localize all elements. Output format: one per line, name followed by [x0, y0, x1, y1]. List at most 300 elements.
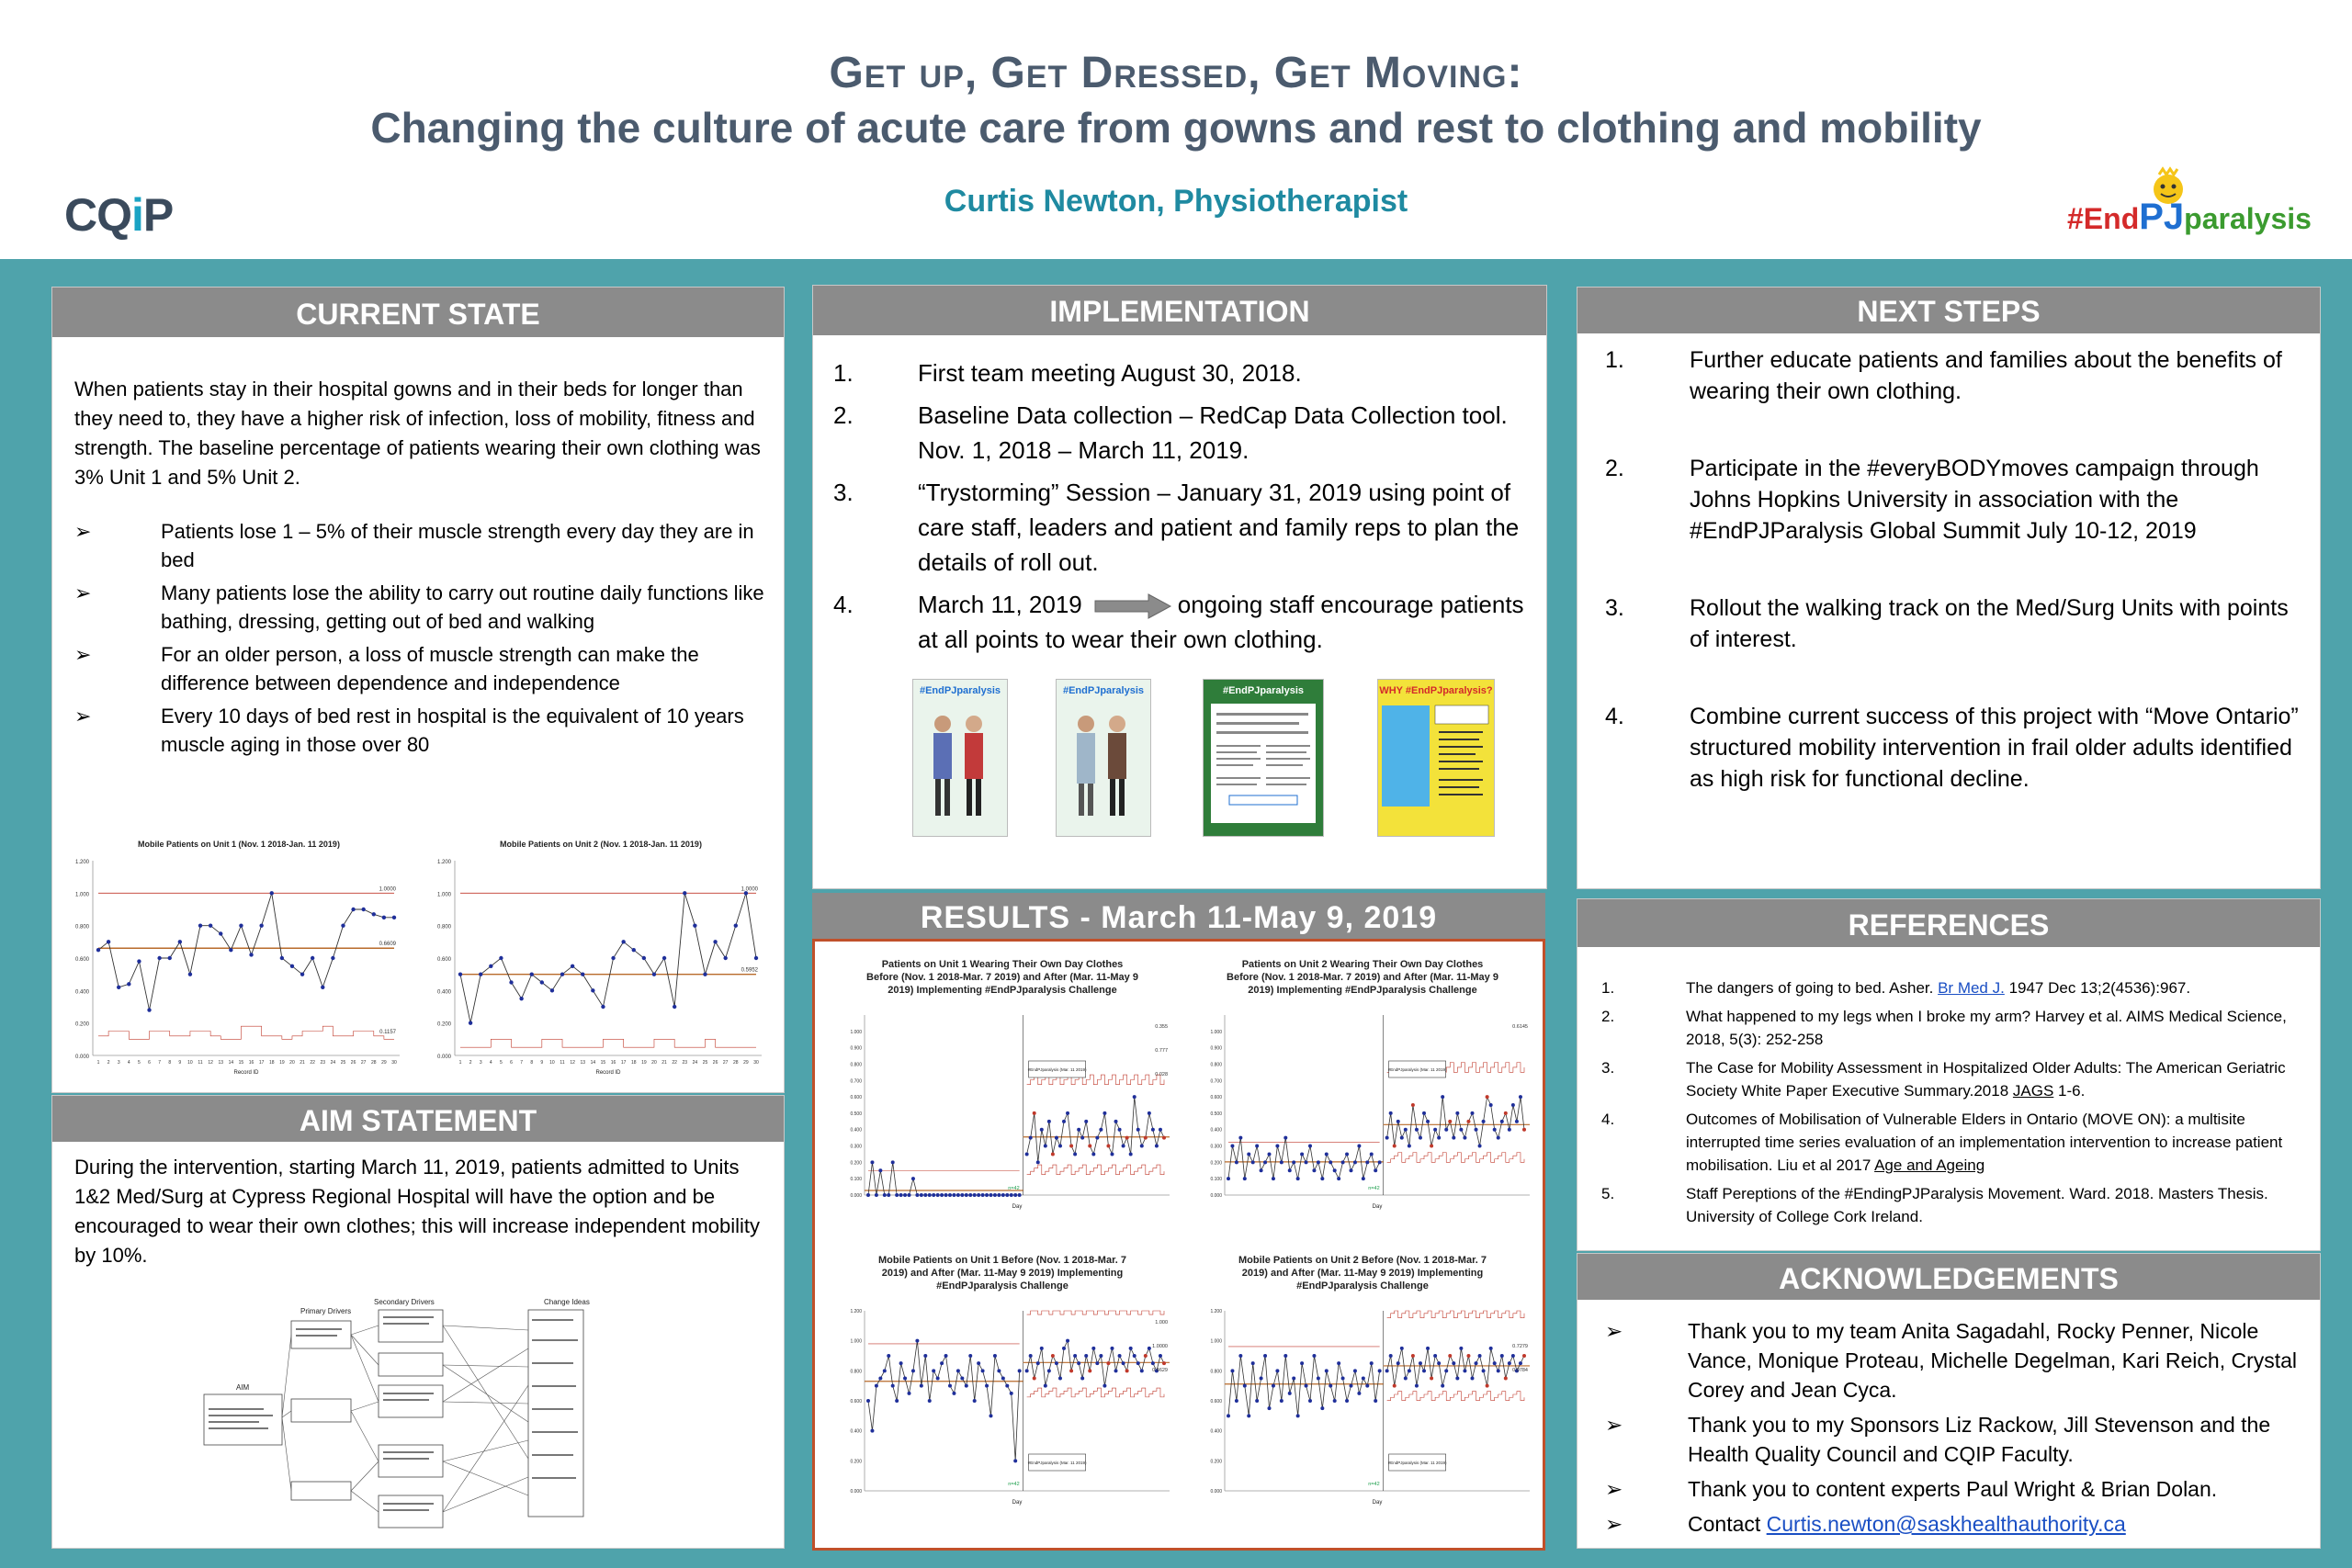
baseline-chart-unit2	[422, 835, 780, 1083]
data-point	[1345, 1152, 1349, 1156]
data-point	[1415, 1128, 1419, 1132]
data-point	[1357, 1145, 1361, 1148]
data-point	[936, 1193, 940, 1197]
y-tick-label: 0.200	[1210, 1160, 1222, 1167]
data-point	[1411, 1103, 1415, 1107]
data-point	[1320, 1406, 1324, 1410]
data-point	[1515, 1120, 1519, 1123]
data-point	[997, 1193, 1001, 1197]
driver-diagram-label: Secondary Drivers	[374, 1298, 435, 1306]
data-point	[1389, 1354, 1393, 1358]
data-point	[1300, 1152, 1304, 1156]
data-point	[875, 1384, 878, 1388]
data-point	[642, 956, 646, 960]
data-point	[1255, 1399, 1259, 1403]
data-point	[965, 1193, 968, 1197]
data-point	[883, 1369, 887, 1372]
y-tick-label: 0.800	[436, 924, 451, 931]
list-item: 1. First team meeting August 30, 2018.	[833, 359, 1302, 387]
data-point	[611, 956, 615, 960]
data-point	[1091, 1152, 1095, 1156]
data-point	[907, 1392, 910, 1395]
x-tick-label: 19	[641, 1060, 647, 1066]
x-tick-label: 12	[208, 1060, 213, 1066]
data-point	[1069, 1369, 1073, 1372]
data-point	[887, 1354, 890, 1358]
results-chart-unit2-mobility	[1188, 1254, 1537, 1529]
data-point	[1508, 1361, 1511, 1365]
data-point	[1148, 1111, 1151, 1115]
data-point	[290, 964, 294, 968]
y-tick-label: 1.200	[436, 860, 451, 865]
list-item: 1. Further educate patients and families about the benefits of wearing their own clothing.	[1605, 347, 2282, 404]
x-tick-label: 26	[712, 1060, 718, 1066]
reference-link[interactable]: JAGS	[2012, 1082, 2054, 1100]
data-point	[973, 1399, 977, 1403]
data-point	[1329, 1160, 1332, 1164]
data-point	[1349, 1168, 1352, 1172]
data-point	[662, 956, 666, 960]
data-point	[1353, 1160, 1357, 1164]
data-point	[1272, 1384, 1275, 1388]
data-point	[1448, 1120, 1452, 1123]
data-point	[1300, 1361, 1304, 1365]
chart-title: Mobile Patients on Unit 2 (Nov. 1 2018-Jan. 11 2019)	[500, 840, 702, 849]
x-tick-label: 7	[520, 1060, 524, 1066]
x-tick-label: 6	[148, 1060, 151, 1066]
data-point	[866, 1399, 870, 1403]
ucl-line	[1027, 1311, 1164, 1314]
data-point	[249, 953, 253, 956]
x-axis-label: Day	[1012, 1204, 1023, 1210]
lcl-line	[98, 1026, 394, 1039]
data-point	[1122, 1145, 1125, 1148]
bullet-arrow-icon: ➢	[1605, 1413, 1623, 1437]
endpjparalysis-logo: #EndPJparalysis	[2067, 165, 2315, 239]
data-point	[1283, 1136, 1287, 1140]
y-tick-label: 0.800	[1210, 1369, 1222, 1375]
x-axis-label: Day	[1372, 1204, 1383, 1210]
y-tick-label: 0.400	[74, 989, 89, 996]
data-point	[866, 1193, 870, 1197]
data-point	[1227, 1177, 1230, 1180]
data-point	[1275, 1369, 1279, 1372]
data-point	[168, 956, 172, 960]
y-tick-label: 0.800	[850, 1369, 862, 1375]
references-heading: REFERENCES	[1577, 899, 2320, 947]
driver-diagram-label: Primary Drivers	[300, 1307, 352, 1315]
list-item: ➢ For an older person, a loss of muscle strength can make the difference between dependence and independence	[74, 640, 773, 697]
data-point	[1106, 1145, 1110, 1148]
lcl-line	[1027, 1388, 1164, 1397]
data-point	[1066, 1111, 1069, 1115]
y-tick-label: 1.200	[1210, 1309, 1222, 1314]
data-point	[1047, 1120, 1051, 1123]
data-point	[1292, 1160, 1295, 1164]
text-lines-icon	[1211, 704, 1316, 823]
intervention-callout-label: #EndPJparalysis (Mar. 11 2019)	[1027, 1461, 1087, 1465]
x-tick-label: 21	[662, 1060, 667, 1066]
current-state-heading: CURRENT STATE	[52, 288, 784, 337]
sample-size-label: n=42	[1368, 1482, 1380, 1487]
data-point	[903, 1377, 907, 1381]
data-point	[754, 956, 758, 960]
list-item: 4. Outcomes of Mobilisation of Vulnerable Elders in Ontario (MOVE ON): a multisite interrupted time series evaluation of an implementation intervention to increase patient mobilisation. Liu et al 2017 Age and Ageing	[1601, 1111, 2283, 1174]
y-tick-label: 0.900	[1210, 1045, 1222, 1052]
data-point	[96, 948, 100, 952]
data-point	[932, 1193, 935, 1197]
data-point	[1260, 1168, 1263, 1172]
data-series-line	[1228, 1356, 1380, 1416]
y-tick-label: 0.400	[1210, 1428, 1222, 1435]
results-chart-unit1-mobility	[828, 1254, 1177, 1529]
data-point	[1500, 1120, 1504, 1123]
data-point	[960, 1193, 964, 1197]
x-tick-label: 26	[350, 1060, 356, 1066]
x-axis-label: Day	[1372, 1500, 1383, 1506]
lcl-value-label: 0.1157	[379, 1029, 396, 1035]
data-point	[239, 923, 243, 927]
data-point	[1365, 1384, 1369, 1388]
data-point	[157, 956, 161, 960]
data-point	[907, 1193, 910, 1197]
bullet-arrow-icon: ➢	[74, 581, 92, 604]
data-point	[1378, 1160, 1382, 1164]
patients-photo-icon	[1057, 696, 1148, 825]
chart-title: Patients on Unit 1 Wearing Their Own Day Clothes Before (Nov. 1 2018-Mar. 7 2019) and After (Mar. 11-May 9 2019) Implementing #EndPJparalysis Challenge	[866, 959, 1138, 996]
y-tick-label: 0.400	[436, 989, 451, 996]
bullet-arrow-icon: ➢	[1605, 1319, 1623, 1343]
data-point	[188, 972, 192, 976]
x-tick-label: 15	[238, 1060, 244, 1066]
data-point	[1511, 1354, 1515, 1358]
implementation-list	[833, 355, 1532, 657]
data-point	[1448, 1354, 1452, 1358]
x-tick-label: 10	[549, 1060, 555, 1066]
data-point	[117, 986, 120, 989]
data-point	[1320, 1177, 1324, 1180]
infographic-icon	[1378, 696, 1494, 825]
data-point	[652, 972, 656, 976]
reference-link[interactable]: Br Med J.	[1938, 979, 2005, 997]
data-point	[591, 988, 594, 992]
data-point	[1243, 1177, 1247, 1180]
data-point	[1452, 1136, 1455, 1140]
acknowledgements-heading: ACKNOWLEDGEMENTS	[1577, 1254, 2320, 1300]
data-point	[1230, 1145, 1234, 1148]
x-tick-label: 9	[540, 1060, 544, 1066]
data-point	[1235, 1160, 1238, 1164]
x-tick-label: 8	[168, 1060, 172, 1066]
aim-heading: AIM STATEMENT	[52, 1096, 784, 1142]
list-item: 3. The Case for Mobility Assessment in Hospitalized Older Adults: The American Geriatric Society White Paper Executive Summary.2018 JAGS 1-6.	[1601, 1059, 2286, 1100]
data-point	[1292, 1377, 1295, 1381]
data-point	[1463, 1369, 1466, 1372]
data-point	[1263, 1160, 1267, 1164]
references-list	[1601, 976, 2309, 1228]
x-tick-label: 14	[228, 1060, 234, 1066]
y-tick-label: 1.000	[74, 892, 89, 898]
data-series-line	[98, 893, 394, 1010]
contact-email-link[interactable]: Curtis.newton@saskhealthauthority.ca	[1766, 1512, 2126, 1536]
y-tick-label: 0.200	[74, 1021, 89, 1028]
list-item: ➢ Thank you to my team Anita Sagadahl, Rocky Penner, Nicole Vance, Monique Proteau, Michelle Degelman, Kari Reich, Crystal Corey and Jean Cyca.	[1605, 1316, 2312, 1404]
x-tick-label: 5	[500, 1060, 503, 1066]
y-tick-label: 0.600	[1210, 1399, 1222, 1404]
sample-size-label: n=42	[1008, 1186, 1020, 1191]
x-tick-label: 20	[651, 1060, 657, 1066]
data-point	[1129, 1152, 1133, 1156]
ucl-value-label: 1.0000	[741, 886, 758, 893]
data-point	[1345, 1399, 1349, 1403]
data-point	[1305, 1384, 1308, 1388]
data-point	[1349, 1384, 1352, 1388]
x-tick-label: 5	[138, 1060, 141, 1066]
data-point	[1341, 1377, 1345, 1381]
data-point	[1404, 1128, 1408, 1132]
results-heading-bar	[812, 893, 1545, 939]
x-tick-label: 12	[570, 1060, 575, 1066]
data-point	[899, 1361, 903, 1365]
data-point	[1378, 1369, 1382, 1372]
x-tick-label: 7	[158, 1060, 162, 1066]
data-point	[1136, 1361, 1140, 1365]
data-point	[1267, 1152, 1271, 1156]
data-point	[1088, 1145, 1091, 1148]
data-point	[1329, 1384, 1332, 1388]
data-point	[1312, 1168, 1316, 1172]
data-point	[1255, 1145, 1259, 1148]
y-tick-label: 0.900	[850, 1045, 862, 1052]
y-tick-label: 1.000	[1210, 1029, 1222, 1035]
reference-link[interactable]: Age and Ageing	[1874, 1156, 1985, 1174]
cqip-logo: CQiP	[64, 189, 174, 241]
data-point	[1504, 1111, 1508, 1115]
x-tick-label: 1	[96, 1060, 100, 1066]
data-point	[960, 1377, 964, 1381]
current-state-bullets	[74, 517, 773, 759]
x-tick-label: 23	[320, 1060, 326, 1066]
data-point	[870, 1429, 874, 1433]
data-point	[1247, 1414, 1250, 1417]
y-tick-label: 1.000	[850, 1338, 862, 1345]
bullet-arrow-icon: ➢	[74, 520, 92, 543]
x-tick-label: 28	[733, 1060, 739, 1066]
data-point	[1091, 1347, 1095, 1350]
x-tick-label: 9	[178, 1060, 182, 1066]
lcl-line	[460, 1039, 756, 1047]
data-point	[1466, 1354, 1470, 1358]
data-point	[351, 908, 355, 911]
data-point	[1055, 1136, 1058, 1140]
data-point	[1504, 1377, 1508, 1381]
x-tick-label: 27	[722, 1060, 729, 1066]
results-chart-unit2-clothes	[1188, 958, 1537, 1234]
current-state-panel	[51, 287, 785, 1093]
data-point	[560, 972, 564, 976]
x-tick-label: 11	[560, 1060, 565, 1066]
data-point	[1508, 1128, 1511, 1132]
data-point	[1444, 1369, 1448, 1372]
data-point	[1497, 1369, 1500, 1372]
list-item: ➢ Thank you to content experts Paul Wright & Brian Dolan.	[1605, 1474, 2312, 1504]
data-point	[981, 1193, 985, 1197]
data-point	[1099, 1354, 1102, 1358]
data-point	[1466, 1120, 1470, 1123]
data-point	[1337, 1177, 1340, 1180]
data-point	[1459, 1347, 1463, 1350]
y-tick-label: 1.000	[436, 892, 451, 898]
x-tick-label: 17	[258, 1060, 265, 1066]
data-point	[540, 980, 544, 984]
x-tick-label: 13	[218, 1060, 224, 1066]
x-tick-label: 2	[469, 1060, 472, 1066]
data-point	[1426, 1347, 1430, 1350]
y-tick-label: 0.200	[1210, 1459, 1222, 1465]
data-point	[993, 1193, 997, 1197]
y-tick-label: 0.500	[1210, 1111, 1222, 1117]
y-tick-label: 0.300	[850, 1144, 862, 1150]
results-chart-unit1-clothes	[828, 958, 1177, 1234]
y-tick-label: 0.400	[1210, 1127, 1222, 1134]
data-point	[1511, 1103, 1515, 1107]
data-series-line	[868, 1341, 1020, 1461]
data-point	[965, 1384, 968, 1388]
y-tick-label: 0.600	[1210, 1095, 1222, 1101]
data-point	[1095, 1361, 1099, 1365]
data-point	[683, 891, 686, 895]
patients-photo-icon	[913, 696, 1005, 825]
sample-size-label: n=42	[1368, 1186, 1380, 1191]
data-point	[1441, 1384, 1444, 1388]
data-point	[1337, 1361, 1340, 1365]
data-point	[469, 1021, 472, 1024]
data-point	[1288, 1168, 1292, 1172]
data-point	[940, 1193, 944, 1197]
y-tick-label: 0.700	[850, 1078, 862, 1085]
data-point	[1411, 1354, 1415, 1358]
data-point	[1084, 1354, 1088, 1358]
data-point	[891, 1160, 895, 1164]
data-point	[1084, 1120, 1088, 1123]
data-point	[1263, 1354, 1267, 1358]
data-point	[1114, 1369, 1118, 1372]
data-point	[1333, 1168, 1337, 1172]
data-point	[1393, 1384, 1396, 1388]
y-tick-label: 0.600	[74, 957, 89, 963]
value-label: 0.355	[1155, 1024, 1168, 1030]
data-point	[948, 1384, 952, 1388]
campaign-poster-3: #EndPJparalysis	[1203, 679, 1324, 837]
campaign-poster-2: #EndPJparalysis	[1056, 679, 1151, 837]
x-tick-label: 27	[360, 1060, 367, 1066]
data-point	[1433, 1354, 1437, 1358]
data-point	[1044, 1384, 1047, 1388]
y-tick-label: 0.000	[850, 1489, 862, 1495]
data-point	[1033, 1377, 1036, 1381]
data-point	[1080, 1377, 1084, 1381]
data-point	[1062, 1120, 1066, 1123]
mean-value-label: 0.5952	[741, 967, 758, 974]
data-point	[137, 959, 141, 963]
y-tick-label: 1.000	[1210, 1338, 1222, 1345]
data-point	[1441, 1095, 1444, 1099]
y-tick-label: 0.600	[436, 957, 451, 963]
data-point	[499, 956, 503, 960]
data-point	[1125, 1136, 1129, 1140]
data-point	[1122, 1361, 1125, 1365]
data-point	[1437, 1361, 1441, 1365]
data-point	[1312, 1354, 1316, 1358]
data-point	[1333, 1399, 1337, 1403]
x-tick-label: 18	[630, 1060, 637, 1066]
data-point	[1522, 1128, 1526, 1132]
data-point	[693, 923, 696, 927]
data-point	[1267, 1406, 1271, 1410]
data-point	[311, 956, 314, 960]
data-point	[209, 923, 212, 927]
x-tick-label: 4	[489, 1060, 492, 1066]
list-item: 2. Participate in the #everyBODYmoves campaign through Johns Hopkins University in association with the #EndPJParalysis Global Summit July 10-12, 2019	[1605, 456, 2259, 544]
data-point	[1159, 1354, 1162, 1358]
list-item: 1. The dangers of going to bed. Asher. Br Med J. 1947 Dec 13;2(4536):967.	[1601, 979, 2191, 997]
data-point	[1419, 1361, 1422, 1365]
list-item: ➢ Contact Curtis.newton@saskhealthauthority.ca	[1605, 1509, 2312, 1539]
data-point	[1444, 1128, 1448, 1132]
y-tick-label: 0.800	[850, 1062, 862, 1068]
data-point	[1396, 1361, 1400, 1365]
implementation-panel	[812, 285, 1547, 889]
list-item: ➢ Thank you to my Sponsors Liz Rackow, Jill Stevenson and the Health Quality Council and CQIP Faculty.	[1605, 1410, 2312, 1469]
data-point	[1475, 1361, 1478, 1365]
data-point	[1247, 1152, 1250, 1156]
x-tick-label: 2	[107, 1060, 110, 1066]
data-point	[1362, 1377, 1365, 1381]
y-tick-label: 0.300	[1210, 1144, 1222, 1150]
data-point	[1001, 1377, 1005, 1381]
y-tick-label: 0.500	[850, 1111, 862, 1117]
data-point	[1459, 1128, 1463, 1132]
data-point	[1493, 1128, 1497, 1132]
data-point	[673, 1005, 676, 1009]
data-point	[923, 1354, 927, 1358]
data-point	[1140, 1369, 1144, 1372]
data-point	[1486, 1095, 1489, 1099]
x-axis-label: Record ID	[595, 1070, 621, 1076]
data-point	[1005, 1193, 1009, 1197]
value-label: 1.0000	[1152, 1344, 1168, 1349]
data-point	[372, 912, 376, 916]
data-point	[1018, 1369, 1022, 1372]
data-point	[1230, 1369, 1234, 1372]
x-tick-label: 22	[672, 1060, 677, 1066]
data-series-line	[460, 893, 756, 1022]
data-point	[1341, 1160, 1345, 1164]
x-tick-label: 30	[391, 1060, 397, 1066]
x-tick-label: 16	[610, 1060, 616, 1066]
data-point	[1040, 1128, 1044, 1132]
data-point	[1058, 1145, 1062, 1148]
driver-diagram-label: AIM	[236, 1383, 250, 1392]
data-point	[968, 1193, 972, 1197]
mean-value-label: 0.6609	[379, 942, 396, 948]
data-point	[1136, 1128, 1140, 1132]
data-point	[1396, 1120, 1400, 1123]
lcl-line	[1387, 1153, 1524, 1163]
data-point	[1144, 1354, 1148, 1358]
data-series-line	[1228, 1138, 1380, 1179]
data-point	[713, 940, 717, 943]
